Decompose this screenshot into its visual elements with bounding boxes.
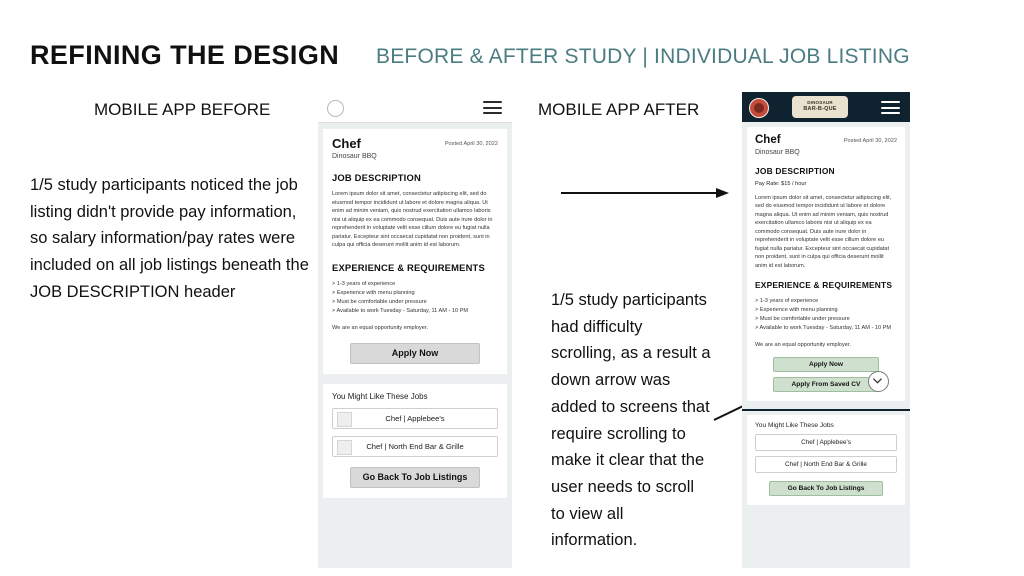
column-label-before: MOBILE APP BEFORE [94, 100, 271, 119]
suggested-jobs-title: You Might Like These Jobs [332, 391, 428, 401]
phone-mockup-before [318, 92, 512, 568]
suggested-jobs-title: You Might Like These Jobs [755, 421, 834, 429]
arrow-right-icon [561, 186, 729, 200]
requirements-list [332, 280, 498, 316]
hamburger-menu-icon[interactable] [881, 101, 900, 114]
list-item: > Available to work Tuesday - Saturday, 11 AM - 10 PM [755, 324, 892, 331]
section-header-requirements: EXPERIENCE & REQUIREMENTS [332, 261, 485, 273]
column-label-after: MOBILE APP AFTER [538, 100, 700, 119]
apply-now-button[interactable]: Apply Now [350, 343, 480, 364]
requirements-list [755, 297, 897, 333]
note-left: 1/5 study participants noticed the job listing didn't provide pay information, so salary information/pay rates were included on all job listings beneath the JOB DESCRIPTION header [30, 176, 309, 301]
section-header-job-description: JOB DESCRIPTION [332, 172, 421, 184]
suggested-job-label: Chef | Applebee's [801, 438, 851, 446]
suggested-job-label: Chef | North End Bar & Grille [785, 460, 867, 468]
section-header-requirements: EXPERIENCE & REQUIREMENTS [755, 280, 893, 291]
applebees-logo-icon [337, 412, 352, 427]
list-item: > Must be comfortable under pressure [755, 316, 850, 323]
go-back-button[interactable]: Go Back To Job Listings [350, 467, 480, 488]
phone-mockup-after [742, 92, 910, 568]
apply-now-button[interactable]: Apply Now [773, 357, 879, 372]
page-title: REFINING THE DESIGN [30, 40, 340, 70]
north-end-logo-icon [760, 459, 771, 470]
hamburger-menu-icon[interactable] [483, 101, 502, 114]
suggested-job-label: Chef | Applebee's [385, 413, 445, 423]
list-item: > Experience with menu planning [755, 307, 838, 314]
job-title: Chef [755, 134, 781, 146]
note-middle: 1/5 study participants had difficulty scrolling, as a result a down arrow was added to screens that require scrolling to make it clear that the user needs to scroll to view all information. [551, 291, 711, 550]
section-header-job-description: JOB DESCRIPTION [755, 165, 835, 176]
scroll-down-arrow-icon[interactable] [868, 371, 889, 392]
suggested-jobs-card-before [323, 384, 507, 498]
logo-line-1: DINOSAUR [807, 100, 833, 105]
north-end-logo-icon [337, 440, 352, 455]
dinosaur-bbq-logo-icon [792, 96, 848, 118]
user-avatar[interactable] [749, 98, 769, 118]
apply-from-saved-cv-button[interactable]: Apply From Saved CV [773, 377, 879, 392]
app-topbar-after [742, 92, 910, 122]
suggested-job-label: Chef | North End Bar & Grille [366, 441, 464, 451]
list-item: > Available to work Tuesday - Saturday, 11 AM - 10 PM [332, 307, 469, 314]
logo-line-2: BAR-B-QUE [803, 106, 837, 112]
job-description-body: Lorem ipsum dolor sit amet, consectetur adipiscing elit, sed do eiusmod tempor incididunt ut labore et dolore magna aliqua. Ut enim ad minim veniam, quis nostrud exercitation ullamco laboris nisi ut aliquip ex ea commodo consequat. Duis aute irure dolor in reprehenderit in voluptate velit esse cillum dolore eu fugiat nulla pariatur. Excepteur sint occaecat cupidatat non proident, sunt in culpa qui officia deserunt mollit anim id est laborum. [332, 191, 493, 249]
page-subtitle: BEFORE & AFTER STUDY | INDIVIDUAL JOB LISTING [376, 45, 910, 68]
list-item: > Must be comfortable under pressure [332, 298, 427, 305]
list-item: > Experience with menu planning [332, 289, 415, 296]
list-item[interactable] [755, 434, 897, 451]
list-item: > 1-3 years of experience [755, 298, 819, 305]
company-name: Dinosaur BBQ [332, 153, 377, 161]
apply-buttons-row [755, 357, 897, 392]
job-description-body: Lorem ipsum dolor sit amet, consectetur adipiscing elit, sed do eiusmod tempor incididunt ut labore et dolore magna aliqua. Ut enim ad minim veniam, quis nostrud exercitation ullamco laboris nisi ut aliquip ex ea commodo consequat. Duis aute irure dolor in reprehenderit in voluptate velit esse cillum dolore eu fugiat nulla pariatur. Excepteur sint occaecat cupidatat non proident, sunt in culpa qui officia deserunt mollit anim id est laborum. [755, 194, 892, 269]
app-topbar-before [318, 92, 512, 123]
go-back-button[interactable]: Go Back To Job Listings [769, 481, 883, 496]
job-title: Chef [332, 136, 361, 151]
profile-avatar-placeholder-icon[interactable] [327, 100, 344, 117]
job-listing-card-after [747, 127, 905, 401]
posted-date: Posted April 30, 2022 [444, 141, 498, 147]
equal-opportunity-text: We are an equal opportunity employer. [332, 324, 428, 331]
section-divider [742, 409, 910, 411]
job-listing-card-before [323, 129, 507, 374]
list-item: > 1-3 years of experience [332, 280, 396, 287]
applebees-logo-icon [760, 437, 771, 448]
list-item[interactable] [755, 456, 897, 473]
posted-date: Posted April 30, 2022 [843, 138, 897, 144]
suggested-jobs-card-after [747, 415, 905, 505]
company-name: Dinosaur BBQ [755, 148, 800, 156]
equal-opportunity-text: We are an equal opportunity employer. [755, 341, 851, 348]
pay-rate-text: Pay Rate: $15 / hour [755, 180, 807, 187]
list-item[interactable] [332, 436, 498, 457]
list-item[interactable] [332, 408, 498, 429]
